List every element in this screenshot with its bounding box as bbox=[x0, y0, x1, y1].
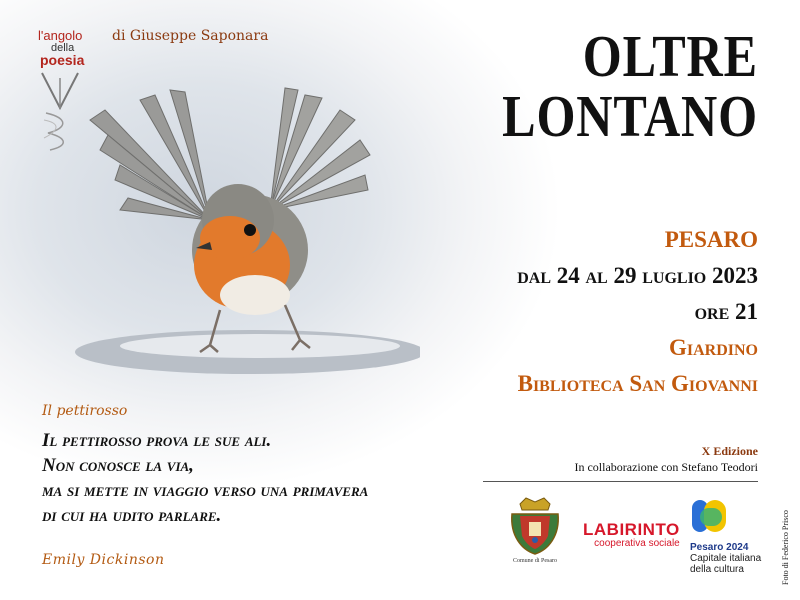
pesaro-2024-line3: della cultura bbox=[690, 564, 744, 575]
labirinto-subtitle: cooperativa sociale bbox=[594, 538, 680, 549]
event-dates: dal 24 al 29 luglio 2023 bbox=[517, 263, 758, 288]
pesaro-2024-line2: Capitale italiana bbox=[690, 553, 762, 564]
logo-text-line1: l'angolo bbox=[38, 28, 83, 43]
edition-info bbox=[574, 443, 758, 475]
coat-of-arms-icon bbox=[500, 496, 570, 558]
event-venue-line2: Biblioteca San Giovanni bbox=[517, 371, 758, 396]
title-line-1: OLTRE bbox=[582, 23, 758, 89]
poem-author: Emily Dickinson bbox=[42, 552, 165, 568]
collaboration-text: In collaborazione con Stefano Teodori bbox=[574, 460, 758, 474]
divider bbox=[483, 481, 758, 482]
comune-caption: Comune di Pesaro bbox=[513, 558, 557, 564]
byline: di Giuseppe Saponara bbox=[112, 28, 269, 44]
logo-text-line2: della bbox=[51, 42, 75, 54]
labirinto-name: LABIRINTO bbox=[583, 520, 680, 539]
pesaro-2024-mark-icon bbox=[690, 498, 730, 536]
event-time: ore 21 bbox=[694, 299, 758, 324]
comune-di-pesaro-logo bbox=[500, 496, 570, 566]
poem-line: Il pettirosso prova le sue ali. bbox=[42, 430, 272, 451]
pesaro-2024-title: Pesaro 2024 bbox=[690, 542, 749, 553]
event-city: PESARO bbox=[664, 227, 758, 252]
poem-text bbox=[42, 428, 368, 528]
title-line-2: LONTANO bbox=[502, 83, 758, 149]
poem-line: di cui ha udito parlare. bbox=[42, 505, 222, 526]
labirinto-logo bbox=[583, 520, 680, 549]
event-info bbox=[517, 222, 758, 402]
logo-text-line3: poesia bbox=[40, 52, 85, 68]
poem-line: ma si mette in viaggio verso una primavera bbox=[42, 480, 369, 501]
robin-photo bbox=[60, 80, 420, 380]
event-title bbox=[502, 23, 758, 149]
poem-line: Non conosce la via, bbox=[42, 455, 194, 476]
poem-title: Il pettirosso bbox=[42, 403, 128, 419]
event-venue-line1: Giardino bbox=[668, 335, 758, 360]
pesaro-2024-logo bbox=[690, 498, 770, 575]
photo-credit: Foto di Federico Prisco bbox=[781, 510, 790, 585]
edition-label: X Edizione bbox=[701, 444, 758, 458]
